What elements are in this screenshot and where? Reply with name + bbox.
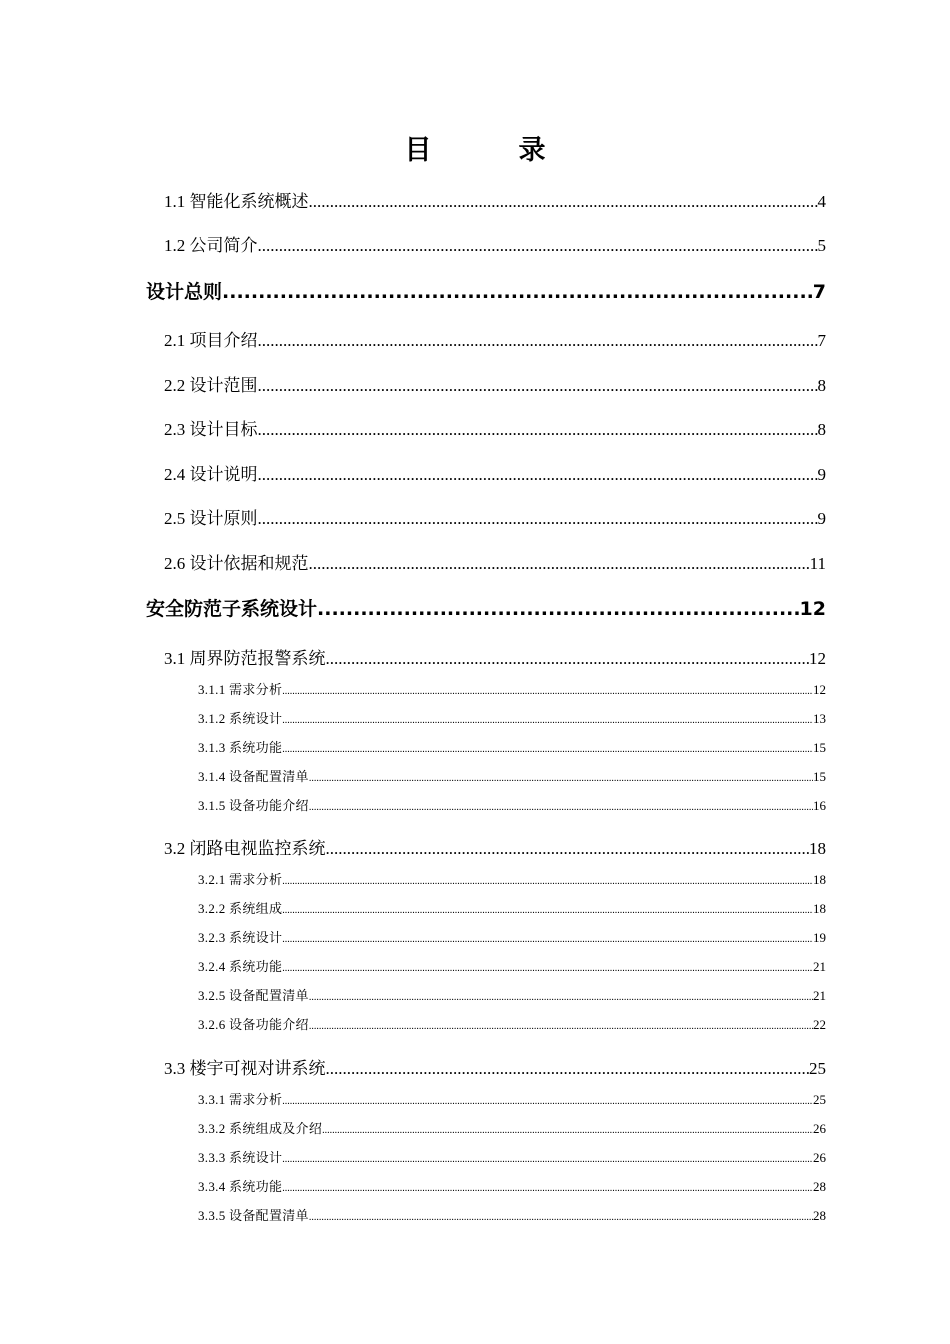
dot-leader [309,192,818,212]
toc-page-number: 15 [813,769,826,784]
dot-leader [309,1212,813,1223]
toc-page-number: 21 [813,959,826,974]
dot-leader [326,839,810,859]
toc-entry-label: 安全防范子系统设计 [146,598,318,620]
toc-entry[interactable] [164,415,826,440]
dot-leader [282,1096,813,1107]
toc-page-number: 12 [809,649,826,668]
toc-page-number: 18 [813,901,826,916]
dot-leader [258,376,818,396]
toc-page-number: 5 [817,236,826,255]
dot-leader [309,802,813,813]
dot-leader [258,236,818,256]
toc-page-number: 8 [817,420,826,439]
toc-entry[interactable] [198,679,826,698]
toc-entry[interactable] [198,708,826,727]
toc-entry-label: 2.4 设计说明 [164,465,258,484]
toc-entry-label: 3.1 周界防范报警系统 [164,649,326,668]
toc-entry-label: 3.3.4 系统功能 [198,1179,283,1194]
dot-leader [309,554,810,574]
toc-entry[interactable] [198,927,826,946]
toc-page-number: 25 [809,1059,826,1078]
toc-entry[interactable] [146,594,826,621]
toc-page-number: 26 [813,1121,826,1136]
toc-entry-label: 3.3 楼宇可视对讲系统 [164,1059,326,1078]
dot-leader [282,934,813,945]
toc-entry-label: 3.3.2 系统组成及介绍 [198,1121,323,1136]
toc-page-number: 9 [817,509,826,528]
toc-page-number: 28 [813,1179,826,1194]
toc-entry-label: 2.6 设计依据和规范 [164,554,309,573]
dot-leader [258,509,818,529]
dot-leader [326,649,810,669]
toc-page-number: 21 [813,988,826,1003]
toc-entry-label: 3.2 闭路电视监控系统 [164,839,326,858]
toc-page-number: 22 [813,1017,826,1032]
toc-page-number: 13 [813,711,826,726]
dot-leader [258,420,818,440]
toc-entry[interactable] [164,187,826,212]
toc-entry-label: 3.1.4 设备配置清单 [198,769,309,784]
toc-entry[interactable] [164,231,826,256]
toc-page-number: 28 [813,1208,826,1223]
toc-entry-label: 2.5 设计原则 [164,509,258,528]
toc-page-number: 7 [817,331,826,350]
toc-page-number: 19 [813,930,826,945]
dot-leader [222,281,813,303]
toc-page-number: 4 [817,192,826,211]
toc-entry-label: 2.1 项目介绍 [164,331,258,350]
toc-entry[interactable] [198,898,826,917]
toc-entry[interactable] [198,1118,826,1137]
toc-entry[interactable] [164,549,826,574]
toc-entry-label: 3.2.2 系统组成 [198,901,283,916]
toc-page-number: 12 [799,598,826,620]
toc-entry-label: 3.2.5 设备配置清单 [198,988,309,1003]
toc-entry-label: 3.2.6 设备功能介绍 [198,1017,309,1032]
toc-page-number: 11 [809,554,826,573]
toc-entry-label: 1.1 智能化系统概述 [164,192,309,211]
toc-entry[interactable] [198,795,826,814]
dot-leader [282,1154,813,1165]
toc-page-number: 8 [817,376,826,395]
dot-leader [317,598,800,620]
toc-entry[interactable] [164,834,826,859]
dot-leader [282,744,813,755]
toc-entry-label: 2.2 设计范围 [164,376,258,395]
toc-entry[interactable] [198,737,826,756]
toc-page-number: 26 [813,1150,826,1165]
toc-entry[interactable] [198,1089,826,1108]
toc-page-number: 18 [813,872,826,887]
toc-entry[interactable] [198,869,826,888]
toc-page-number: 7 [812,281,826,303]
dot-leader [258,331,818,351]
toc-entry-label: 3.3.3 系统设计 [198,1150,283,1165]
dot-leader [309,773,813,784]
toc-page-number: 9 [817,465,826,484]
toc-entry[interactable] [198,985,826,1004]
toc-entry[interactable] [164,326,826,351]
toc-entry[interactable] [198,766,826,785]
toc-entry-label: 3.1.3 系统功能 [198,740,283,755]
dot-leader [309,992,813,1003]
toc-page-number: 12 [813,682,826,697]
toc-entry-label: 3.1.5 设备功能介绍 [198,798,309,813]
toc-page-number: 16 [813,798,826,813]
toc-entry[interactable] [146,277,826,304]
dot-leader [282,715,813,726]
toc-entry[interactable] [198,1205,826,1224]
toc-entry-label: 3.3.5 设备配置清单 [198,1208,309,1223]
toc-entry-label: 设计总则 [146,281,223,303]
toc-entry[interactable] [164,644,826,669]
toc-entry[interactable] [164,504,826,529]
dot-leader [322,1125,813,1136]
toc-entry[interactable] [164,1054,826,1079]
toc-page-number: 15 [813,740,826,755]
page-title: 目 录 [404,135,576,166]
toc-entry[interactable] [198,1147,826,1166]
toc-entry-label: 3.1.1 需求分析 [198,682,283,697]
toc-entry-label: 3.2.1 需求分析 [198,872,283,887]
dot-leader [282,876,813,887]
toc-entry[interactable] [198,956,826,975]
toc-page-number: 18 [809,839,826,858]
toc-entry[interactable] [198,1014,826,1033]
toc-entry-label: 2.3 设计目标 [164,420,258,439]
dot-leader [282,1183,813,1194]
toc-entry[interactable] [164,460,826,485]
toc-entry[interactable] [164,371,826,396]
dot-leader [309,1021,813,1032]
toc-entry-label: 3.2.4 系统功能 [198,959,283,974]
dot-leader [258,465,818,485]
toc-entry[interactable] [198,1176,826,1195]
toc-entry-label: 3.2.3 系统设计 [198,930,283,945]
dot-leader [282,905,813,916]
toc-page-number: 25 [813,1092,826,1107]
dot-leader [282,686,813,697]
toc-entry-label: 3.1.2 系统设计 [198,711,283,726]
toc-entry-label: 1.2 公司简介 [164,236,258,255]
dot-leader [326,1059,810,1079]
toc-entry-label: 3.3.1 需求分析 [198,1092,283,1107]
dot-leader [282,963,813,974]
